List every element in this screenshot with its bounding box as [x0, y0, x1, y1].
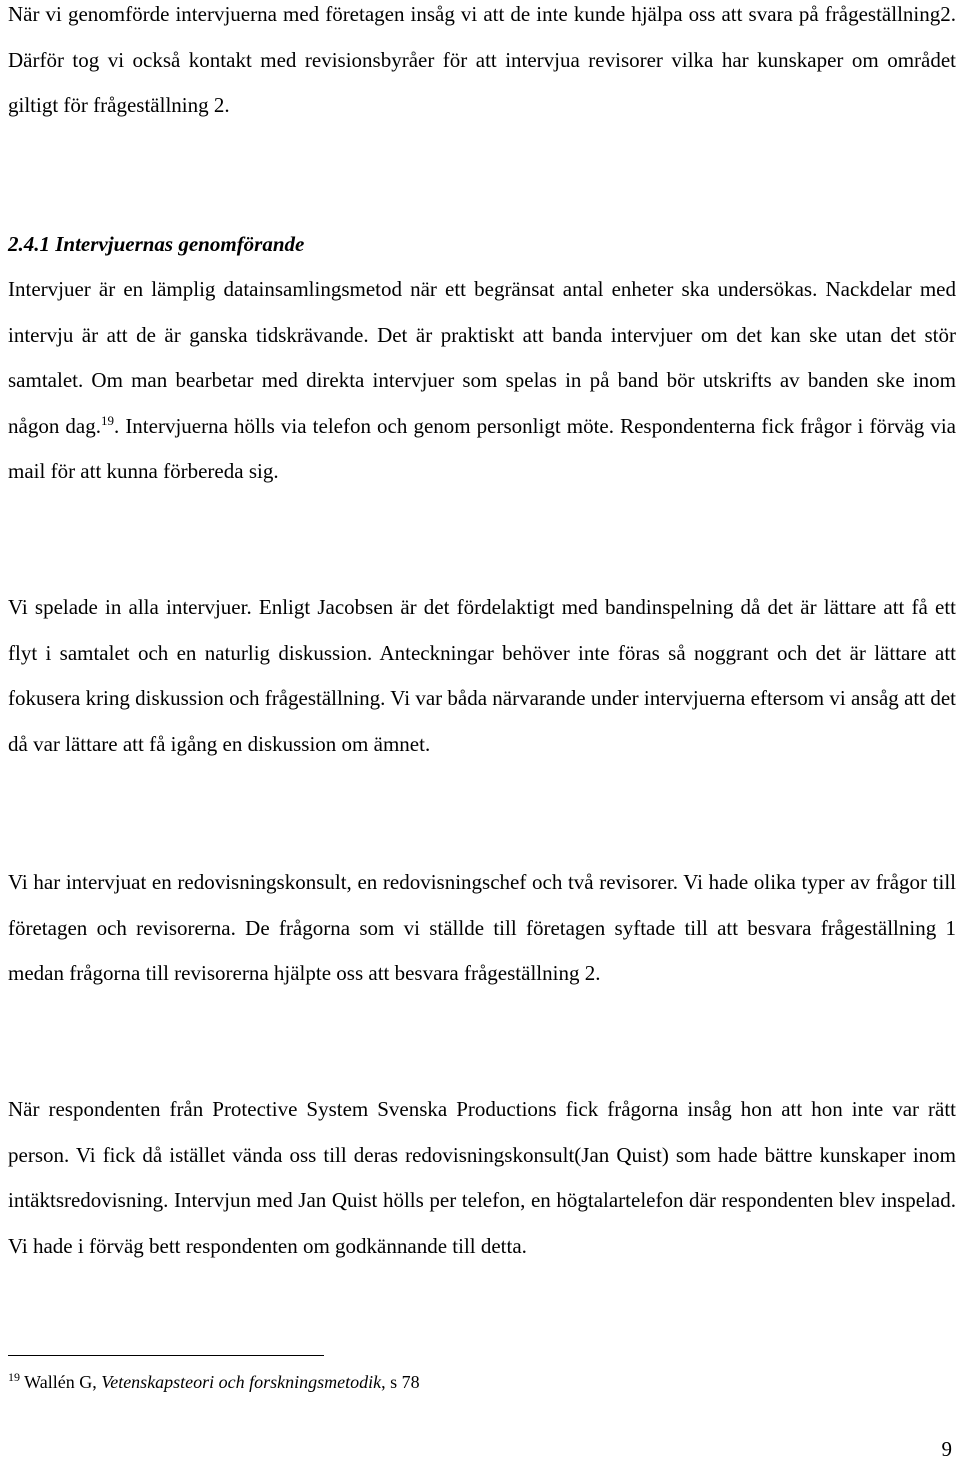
footnote-author: Wallén G, — [20, 1372, 102, 1392]
section-heading: 2.4.1 Intervjuernas genomförande — [8, 232, 305, 256]
paragraph-respondents: Vi har intervjuat en redovisningskonsult, en redovisningschef och två revisorer. Vi hade olika typer av frågor till företagen och revisorerna. De frågorna som vi ställde till företagen syftade till att besvara frågeställning 1 medan frågorna till revisorerna hjälpte oss att besvara frågeställning 2. — [8, 870, 956, 985]
paragraph-interview-method — [8, 267, 956, 495]
page-number: 9 — [941, 1437, 952, 1461]
footnote-reference[interactable]: 19 — [100, 412, 114, 428]
footnote — [8, 1367, 420, 1397]
paragraph-recording: Vi spelade in alla intervjuer. Enligt Jacobsen är det fördelaktigt med bandinspelning då det är lättare att få ett flyt i samtalet och en naturlig diskussion. Anteckningar behöver inte föras så noggrant och det är lättare att fokusera kring diskussion och frågeställning. Vi var båda närvarande under intervjuerna eftersom vi ansåg att det då var lättare att få igång en diskussion om ämnet. — [8, 595, 956, 756]
paragraph-intro: När vi genomförde intervjuerna med företagen insåg vi att de inte kunde hjälpa oss att svara på frågeställning2. Därför tog vi också kontakt med revisionsbyråer för att intervjua revisorer vilka har kunskaper om området giltigt för frågeställning 2. — [8, 2, 956, 117]
paragraph-protective-system: När respondenten från Protective System Svenska Productions fick frågorna insåg hon att hon inte var rätt person. Vi fick då istället vända oss till deras redovisningskonsult(Jan Quist) som hade bättre kunskaper inom intäktsredovisning. Intervjun med Jan Quist hölls per telefon, en högtalartelefon där respondenten blev inspelad. Vi hade i förväg bett respondenten om godkännande till detta. — [8, 1097, 956, 1258]
footnote-title: Vetenskapsteori och forskningsmetodik — [101, 1372, 382, 1392]
footnote-number: 19 — [8, 1370, 20, 1384]
paragraph-text: . Intervjuerna hölls via telefon och genom personligt möte. Respondenterna fick frågor i förväg via mail för att kunna förbereda sig. — [8, 413, 956, 483]
footnote-pages: , s 78 — [381, 1372, 420, 1392]
paragraph-text: Intervjuer är en lämplig datainsamlingsmetod när ett begränsat antal enheter ska undersökas. Nackdelar med intervju är att de är ganska tidskrävande. Det är praktiskt att banda intervjuer om det kan ske utan det stör samtalet. Om man bearbetar med direkta intervjuer som spelas in på band bör utskrifts av banden ske inom någon dag. — [8, 277, 956, 438]
footnote-divider — [8, 1355, 324, 1356]
